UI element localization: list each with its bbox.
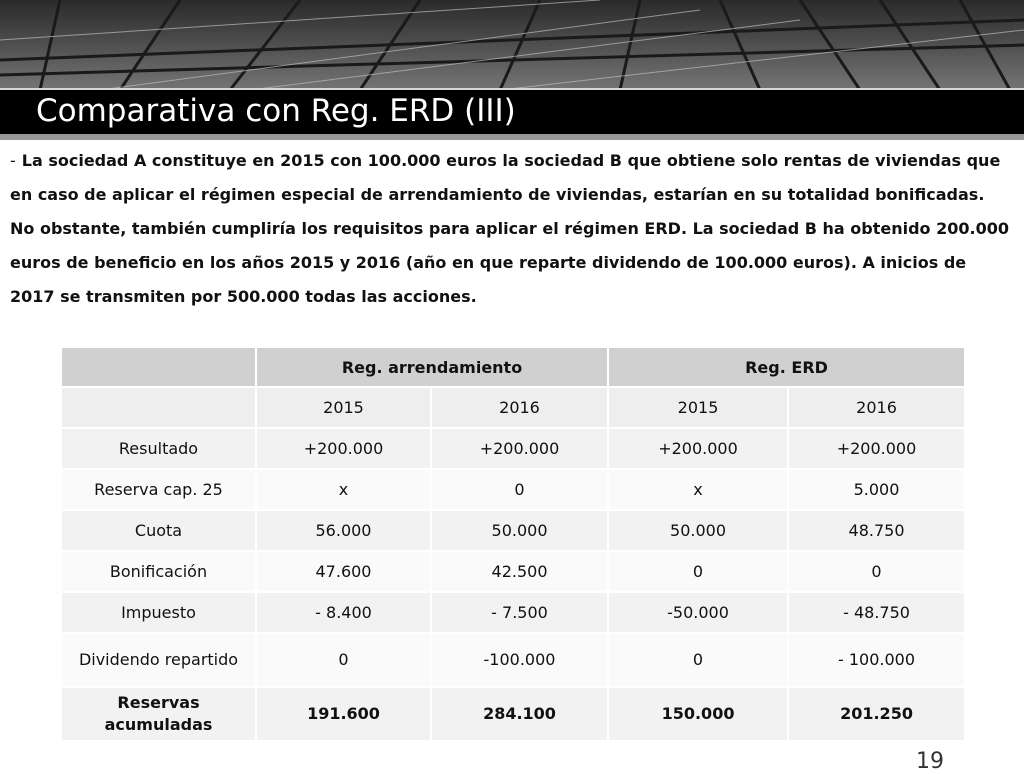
year-corner xyxy=(61,387,256,428)
table-cell: 0 xyxy=(788,551,965,592)
table-row xyxy=(61,428,965,469)
table-cell: 0 xyxy=(431,469,608,510)
row-label: Dividendo repartido xyxy=(61,633,256,687)
year-header-row xyxy=(61,387,965,428)
row-label: Bonificación xyxy=(61,551,256,592)
table-cell: 5.000 xyxy=(788,469,965,510)
comparison-table xyxy=(60,346,966,742)
table-row-total xyxy=(61,687,965,741)
table-row xyxy=(61,551,965,592)
page-number: 19 xyxy=(916,749,944,774)
row-label: Resultado xyxy=(61,428,256,469)
table-row xyxy=(61,592,965,633)
table-cell: 0 xyxy=(608,633,788,687)
table-cell: 191.600 xyxy=(256,687,431,741)
table-cell: -50.000 xyxy=(608,592,788,633)
table-cell: 48.750 xyxy=(788,510,965,551)
row-label: Reserva cap. 25 xyxy=(61,469,256,510)
table-cell: 201.250 xyxy=(788,687,965,741)
header-reg-arrendamiento: Reg. arrendamiento xyxy=(256,347,608,387)
table-cell: 0 xyxy=(256,633,431,687)
year-cell: 2016 xyxy=(788,387,965,428)
table-cell: +200.000 xyxy=(788,428,965,469)
bullet-dash: - xyxy=(10,151,16,170)
table-cell: 47.600 xyxy=(256,551,431,592)
table-cell: 50.000 xyxy=(431,510,608,551)
year-cell: 2016 xyxy=(431,387,608,428)
year-cell: 2015 xyxy=(608,387,788,428)
table-cell: - 7.500 xyxy=(431,592,608,633)
table-cell: -100.000 xyxy=(431,633,608,687)
table-cell: +200.000 xyxy=(256,428,431,469)
table-row xyxy=(61,633,965,687)
table-cell: x xyxy=(608,469,788,510)
table-cell: 0 xyxy=(608,551,788,592)
row-label: Cuota xyxy=(61,510,256,551)
intro-paragraph xyxy=(10,144,1010,314)
table-cell: - 8.400 xyxy=(256,592,431,633)
intro-text: La sociedad A constituye en 2015 con 100.000 euros la sociedad B que obtiene solo rentas de viviendas que en caso de aplicar el régimen especial de arrendamiento de viviendas, estarían en su totalidad bonificadas. No obstante, también cumpliría los requisitos para aplicar el régimen ERD. La sociedad B ha obtenido 200.000 euros de beneficio en los años 2015 y 2016 (año en que reparte dividendo de 100.000 euros). A inicios de 2017 se transmiten por 500.000 todas las acciones. xyxy=(10,151,1009,306)
table-row xyxy=(61,510,965,551)
row-label: Reservas acumuladas xyxy=(61,687,256,741)
table-cell: 284.100 xyxy=(431,687,608,741)
table-cell: 42.500 xyxy=(431,551,608,592)
table-cell: - 100.000 xyxy=(788,633,965,687)
table-cell: x xyxy=(256,469,431,510)
header-corner xyxy=(61,347,256,387)
table-cell: +200.000 xyxy=(608,428,788,469)
year-cell: 2015 xyxy=(256,387,431,428)
row-label: Impuesto xyxy=(61,592,256,633)
table-cell: 150.000 xyxy=(608,687,788,741)
slide-title: Comparativa con Reg. ERD (III) xyxy=(36,93,516,129)
group-header-row xyxy=(61,347,965,387)
table-cell: 56.000 xyxy=(256,510,431,551)
header-reg-erd: Reg. ERD xyxy=(608,347,965,387)
table-cell: +200.000 xyxy=(431,428,608,469)
table-cell: - 48.750 xyxy=(788,592,965,633)
table-cell: 50.000 xyxy=(608,510,788,551)
table-row xyxy=(61,469,965,510)
